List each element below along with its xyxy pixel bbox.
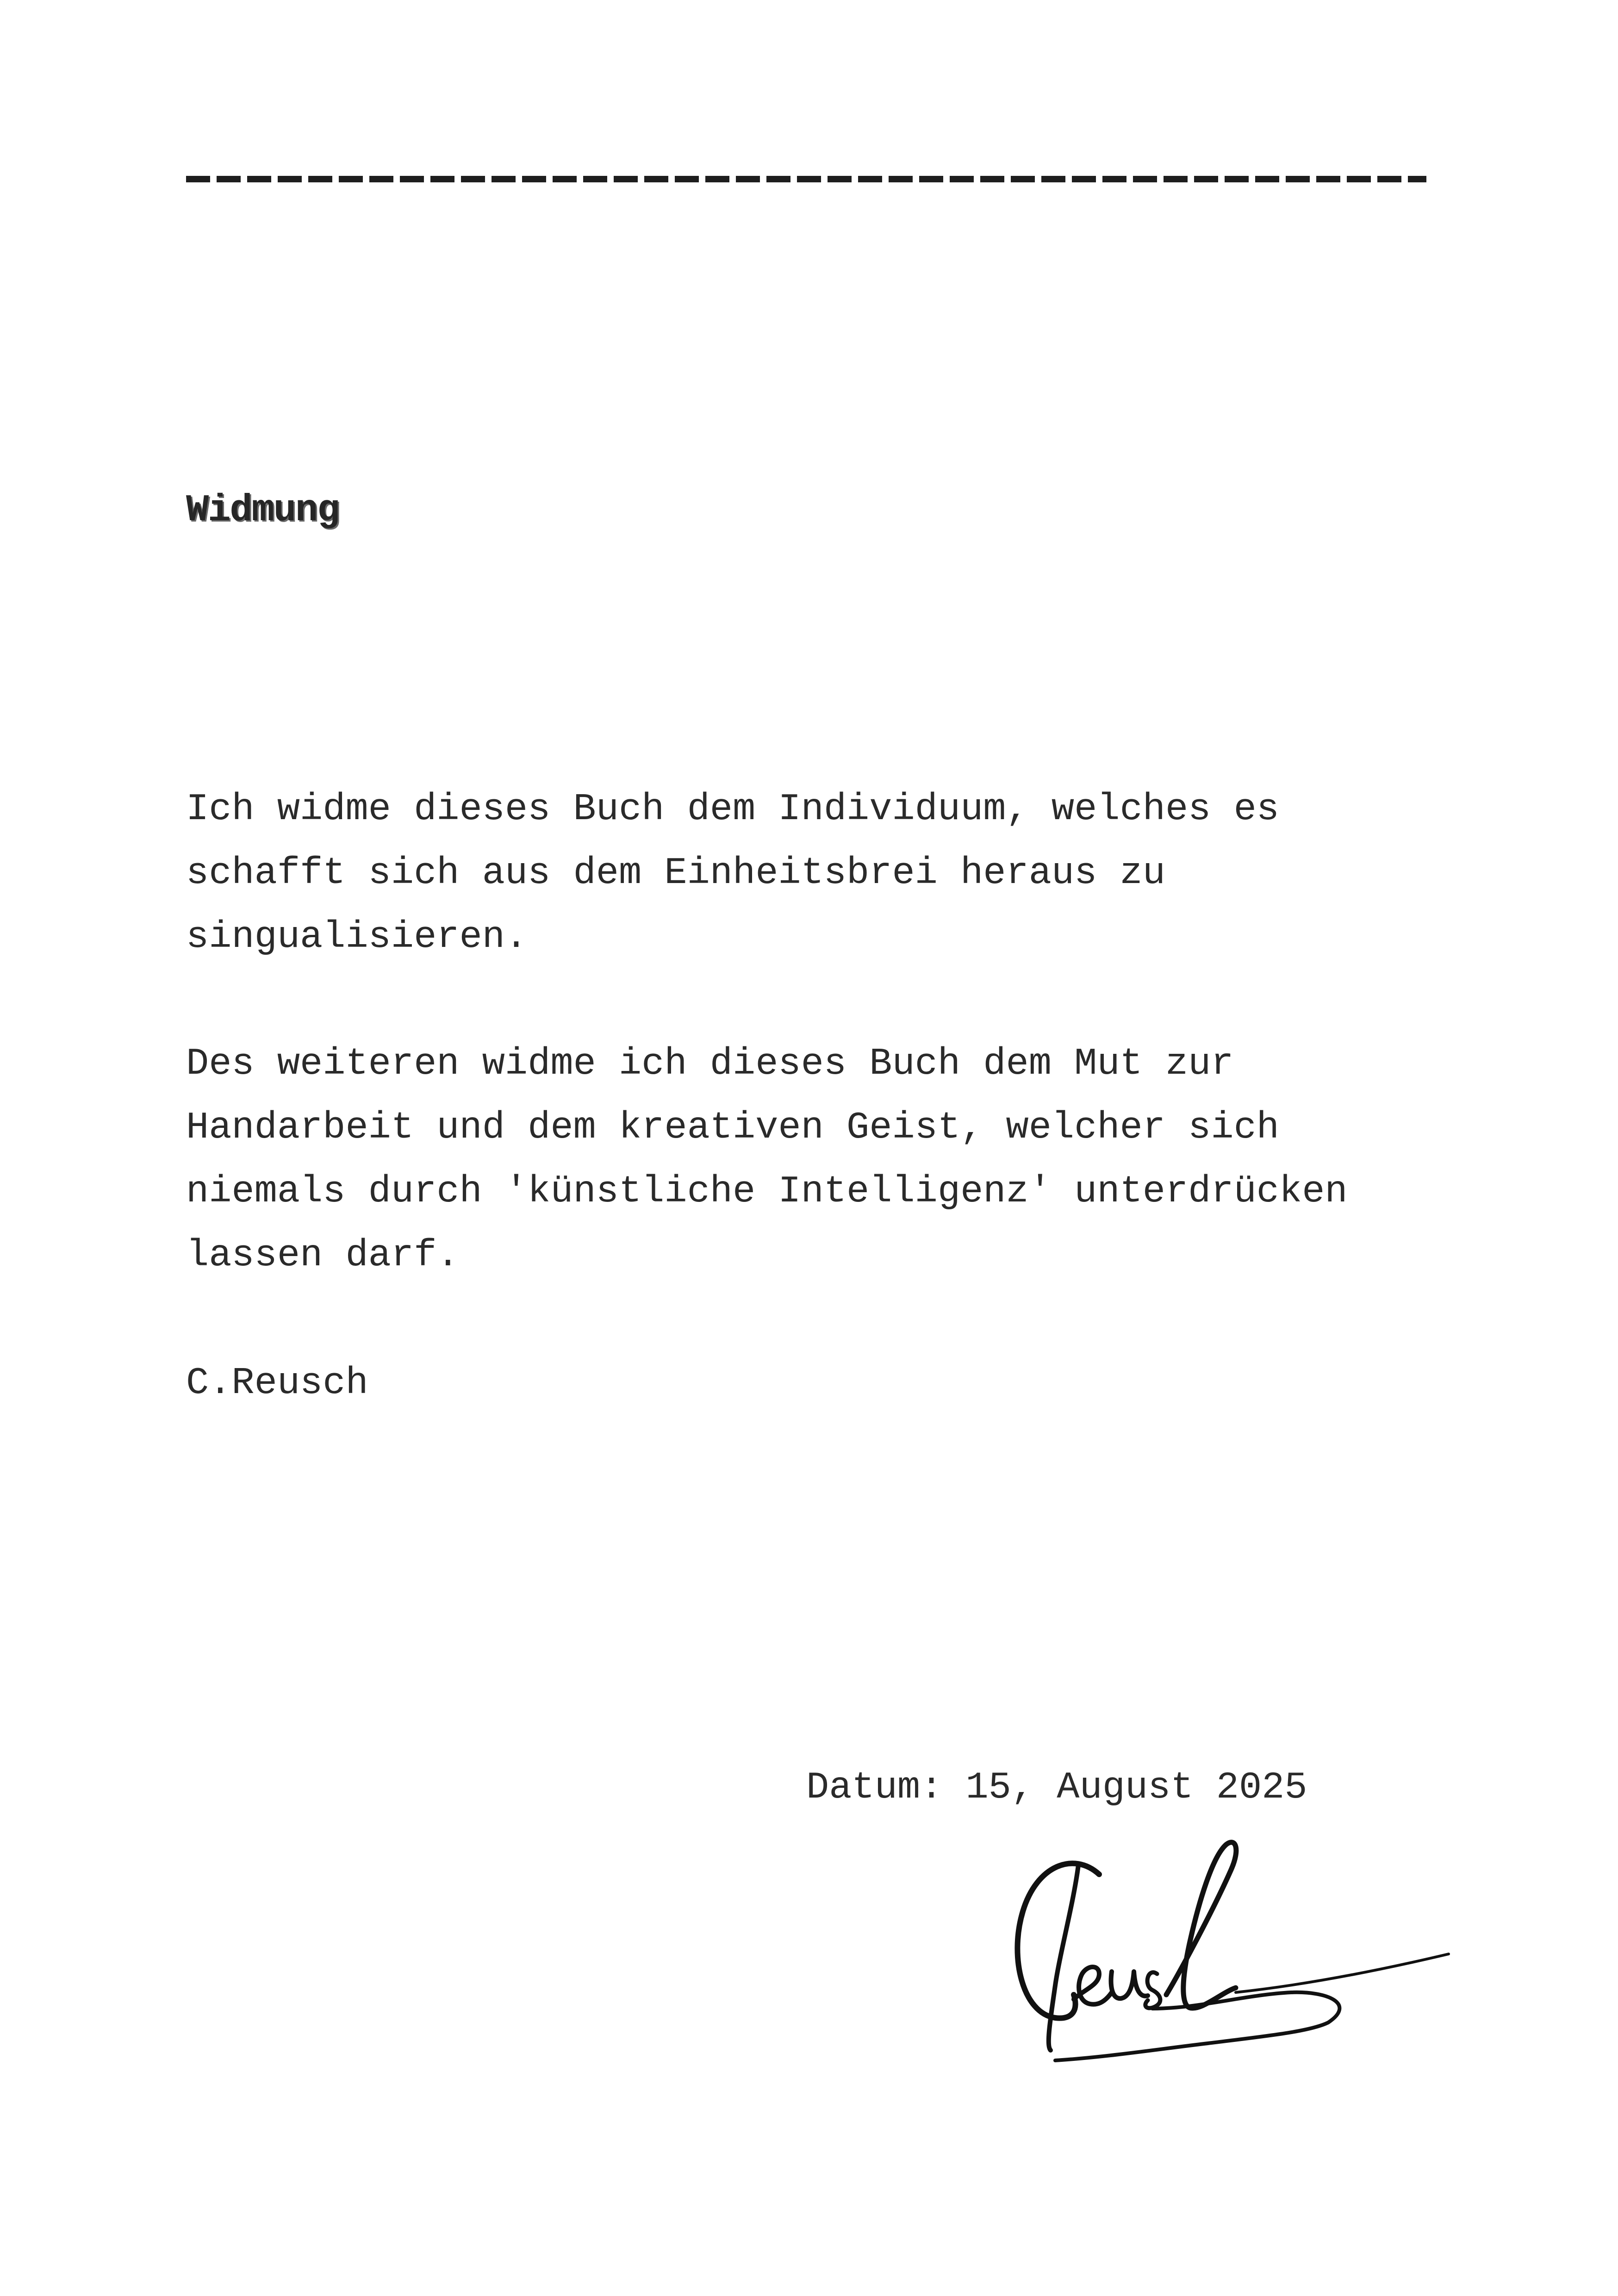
text-line: Des weiteren widme ich dieses Buch dem Mut zur: [186, 1042, 1234, 1085]
dedication-paragraph-2: [186, 1032, 1348, 1288]
text-line: C.Reusch: [186, 1362, 368, 1405]
dedication-paragraph-1: [186, 778, 1279, 969]
text-line: Handarbeit und dem kreativen Geist, welcher sich: [186, 1106, 1279, 1149]
date-line: Datum: 15, August 2025: [806, 1766, 1307, 1809]
author-name: [186, 1351, 368, 1415]
text-line: singualisieren.: [186, 915, 528, 958]
text-line: niemals durch 'künstliche Intelligenz' unterdrücken: [186, 1170, 1348, 1213]
text-line: lassen darf.: [186, 1234, 460, 1277]
dashed-separator-line: [186, 176, 1426, 182]
text-line: Ich widme dieses Buch dem Individuum, welches es: [186, 788, 1279, 831]
dedication-heading: Widmung: [186, 489, 339, 532]
text-line: schafft sich aus dem Einheitsbrei heraus zu: [186, 852, 1165, 895]
handwritten-signature-icon: [1004, 1833, 1467, 2092]
